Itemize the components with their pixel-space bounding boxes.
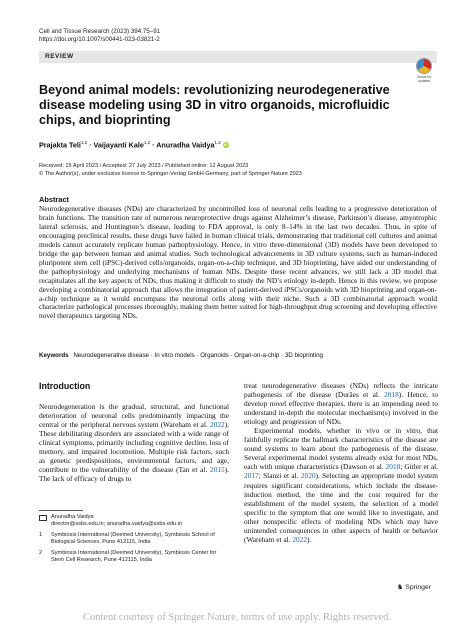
affiliation-text: Symbiosis International (Deemed University), Symbiosis Center for Stem Cell Research, Pune 412115, India bbox=[51, 550, 217, 563]
citation-link[interactable]: 2022 bbox=[210, 420, 225, 430]
author-list: Prajakta Teli$^{1,2}$ · Vaijayanti Kale$^{1,2}$ · Anuradha Vaidya$^{1,2}$ iD bbox=[39, 140, 228, 150]
paragraph: Neurodegeneration is the gradual, structural, and functional deterioration of neuronal cells predominantly impacting the central or the peripheral nervous system (Wareham et al. 2022). These debilitating disorders are associated with a wide range of clinical symptoms, primarily including cognitive decline, loss of memory, and impaired locomotion. Multiple risk factors, such as genetic predispositions, environmental factors, and age, contribute to the vulnerability of the disease (Tan et al. 2015). The lack of efficacy of drugs to bbox=[39, 402, 229, 484]
orcid-icon[interactable]: iD bbox=[223, 142, 228, 148]
publisher-name: Springer bbox=[405, 584, 431, 591]
abstract-text: Neurodegenerative diseases (NDs) are characterized by uncontrolled loss of neuronal cells leading to a progressive deterioration of brain functions. The transition rate of numerous neuroprotective drugs against Alzheimer’s disease, Parkinson’s disease, amyotrophic lateral sclerosis, and Huntington’s disease, leading to FDA approval, is only 8–14% in the last two decades. Thus, in spite of encouraging preclinical results, these drugs have failed in human clinical trials, demonstrating that traditional cell cultures and animal models cannot accurately replicate human pathophysiology. Hence, in vitro three-dimensional (3D) models have been developed to bridge the gap between human and animal studies. Such technological advancements in 3D culture systems, such as human-induced pluripotent stem cell (iPSC)-derived cells/organoids, organ-on-a-chip technique, and 3D bioprinting, have aided our understanding of the pathophysiology and underlying mechanisms of human NDs. Despite these recent advances, we still lack a 3D model that recapitulates all the key aspects of NDs, thus making it difficult to study the ND’s etiology in-depth. Hence in this review, we propose developing a combinatorial approach that allows the integration of patient-derived iPSCs/organoids with 3D bioprinting and organ-on-a-chip technique as it would encompass the neuronal cells along with their niche. Such a 3D combinatorial approach would characterize pathological processes thoroughly, making them better suited for high-throughput drug screening and developing effective novel therapeutics targeting NDs. bbox=[39, 204, 437, 321]
author-name[interactable]: Prajakta Teli bbox=[39, 140, 81, 150]
affiliation-text: Symbiosis International (Deemed University), Symbiosis School of Biological Sciences, Pune 412115, India bbox=[51, 532, 215, 545]
author-affiliation: 1,2 bbox=[143, 140, 151, 145]
crossmark-line1: Check for bbox=[416, 75, 432, 79]
crossmark-icon bbox=[416, 58, 432, 74]
affiliation-1 bbox=[39, 532, 229, 546]
author-affiliation: 1,2 bbox=[214, 140, 221, 145]
doi-link[interactable]: https://doi.org/10.1007/s00441-023-03821-2 bbox=[39, 36, 160, 43]
affiliation-2 bbox=[39, 550, 229, 564]
journal-header bbox=[39, 28, 160, 44]
crossmark-badge[interactable] bbox=[414, 58, 434, 86]
paragraph: Experimental models, whether in vivo or in vitro, that faithfully replicate the hallmark characteristics of the disease are sound systems to learn about the pathogenesis of the disease. Several experimental model systems already exist for most NDs, each with unique characteristics (Dawson et al. 2018; Gitler et al. 2017; Slanzi et al. 2020). Selecting an appropriate model system requires significant considerations, which include the disease-induction method, the time and the cost required for the establishment of the model system, the selection of a model specific to the symptom that one would like to investigate, and other nonspecific effects of modeling NDs which may have unintended consequences in other aspects of health or behavior (Wareham et al. 2022). bbox=[244, 426, 438, 544]
citation-link[interactable]: 2022 bbox=[292, 534, 308, 544]
keywords-label: Keywords bbox=[39, 352, 69, 359]
author-affiliation: 1,2 bbox=[80, 140, 88, 145]
author-name[interactable]: Vaijayanti Kale bbox=[93, 140, 144, 150]
article-title: Beyond animal models: revolutionizing neurodegenerative disease modeling using 3D in vitro organoids, microfluidic chips, and bioprinting bbox=[39, 83, 390, 127]
contact-name: Anuradha Vaidya bbox=[51, 514, 94, 520]
journal-citation: Cell and Tissue Research (2023) 394:75–91 bbox=[39, 28, 161, 35]
copyright-line: © The Author(s), under exclusive licence to Springer-Verlag GmbH Germany, part of Springer Nature 2023 bbox=[39, 170, 302, 177]
keywords-text: Neurodegenerative disease · In vitro models · Organoids · Organ-on-a-chip · 3D bioprinting bbox=[73, 352, 323, 359]
section-heading-introduction: Introduction bbox=[39, 381, 91, 391]
citation-link[interactable]: 2018 bbox=[385, 462, 401, 472]
paragraph: treat neurodegenerative diseases (NDs) reflects the intricate pathogenesis of the disease (Durães et al. 2018). Hence, to develop novel effective therapies, there is an impending need to understand in-depth the molecular mechanism(s) involved in the etiology and progression of NDs. bbox=[244, 381, 438, 427]
corresponding-author bbox=[39, 514, 229, 528]
citation-link[interactable]: 2018 bbox=[384, 390, 399, 400]
keywords bbox=[39, 352, 323, 359]
citation-link[interactable]: 2015 bbox=[210, 465, 225, 475]
footnote-divider bbox=[39, 510, 83, 511]
watermark: Content courtesy of Springer Nature, terms of use apply. Rights reserved. bbox=[82, 612, 392, 623]
publisher-logo bbox=[397, 583, 431, 591]
publication-dates bbox=[39, 163, 302, 178]
contact-email[interactable]: director@ssbs.edu.in; anuradha.vaidya@ssbs.edu.in bbox=[51, 521, 183, 527]
citation-link[interactable]: 2020 bbox=[300, 471, 316, 481]
citation-link[interactable]: 2017 bbox=[244, 471, 259, 481]
dates-line: Received: 15 April 2023 / Accepted: 27 July 2023 / Published online: 12 August 2023 bbox=[39, 163, 249, 169]
affiliation-number: 1 bbox=[39, 532, 43, 538]
body-column-right bbox=[244, 381, 438, 544]
springer-horse-icon: ♞ bbox=[397, 584, 404, 591]
crossmark-line2: updates bbox=[417, 79, 431, 83]
abstract-heading: Abstract bbox=[39, 195, 69, 204]
body-column-left bbox=[39, 402, 229, 483]
footnotes bbox=[39, 514, 229, 568]
article-type-bar: REVIEW bbox=[39, 51, 437, 63]
envelope-icon bbox=[39, 515, 47, 521]
affiliation-number: 2 bbox=[39, 550, 43, 556]
author-name[interactable]: Anuradha Vaidya bbox=[156, 140, 215, 150]
